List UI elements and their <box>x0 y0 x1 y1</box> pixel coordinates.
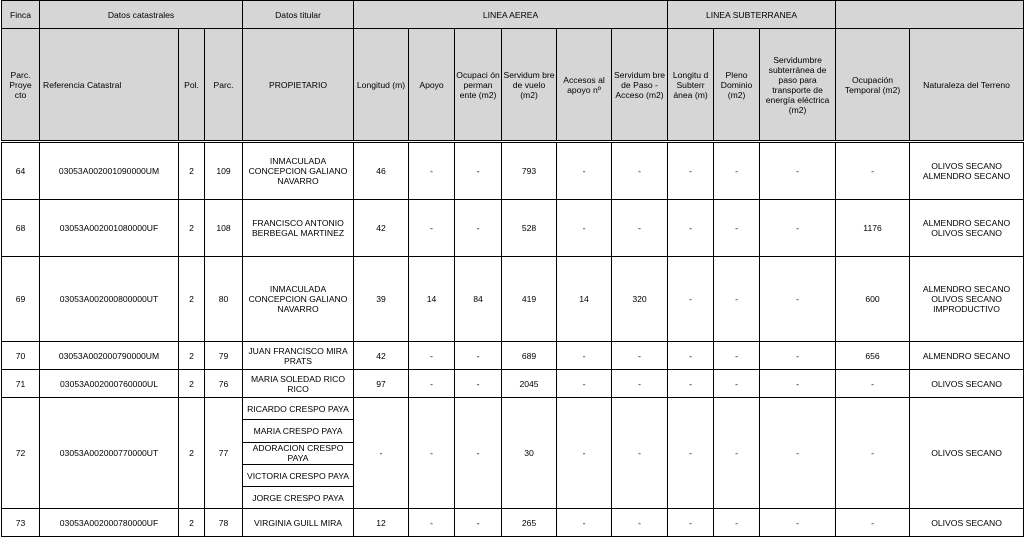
cell-apoyo: - <box>409 509 455 537</box>
cell-servidumbre-subterranea: - <box>760 342 836 370</box>
cell-longitud: 12 <box>354 509 409 537</box>
cell-naturaleza: OLIVOS SECANO <box>910 370 1024 398</box>
cell-referencia: 03053A002000780000UF <box>40 509 179 537</box>
cell-propietario: FRANCISCO ANTONIO BERBEGAL MARTINEZ <box>243 200 354 257</box>
cell-parc: 109 <box>205 143 243 200</box>
owner-name: MARIA CRESPO PAYA <box>243 420 353 442</box>
cell-pleno-dominio: - <box>714 398 760 509</box>
col-longitud-subterranea: Longitu d Subterr ánea (m) <box>668 29 714 141</box>
cell-ocupacion-permanente: - <box>455 342 502 370</box>
col-accesos-apoyo: Accesos al apoyo nº <box>557 29 612 141</box>
col-naturaleza: Naturaleza del Terreno <box>910 29 1024 141</box>
cell-pleno-dominio: - <box>714 342 760 370</box>
cell-pleno-dominio: - <box>714 509 760 537</box>
cell-accesos-apoyo: - <box>557 370 612 398</box>
cell-pol: 2 <box>179 200 205 257</box>
cell-servidumbre-subterranea: - <box>760 257 836 342</box>
cell-longitud-subterranea: - <box>668 509 714 537</box>
owner-name: JORGE CRESPO PAYA <box>252 492 344 503</box>
cell-apoyo: - <box>409 342 455 370</box>
cell-finca: 70 <box>2 342 40 370</box>
col-propietario: PROPIETARIO <box>243 29 354 141</box>
header-linea-subterranea: LINEA SUBTERRANEA <box>668 1 836 29</box>
cell-naturaleza: ALMENDRO SECANO <box>910 342 1024 370</box>
cell-pol: 2 <box>179 342 205 370</box>
cell-longitud: 97 <box>354 370 409 398</box>
col-referencia: Referencia Catastral <box>40 29 179 141</box>
cell-ocupacion-permanente: - <box>455 370 502 398</box>
table-row <box>2 257 1024 342</box>
cell-ocupacion-temporal: - <box>836 143 910 200</box>
cell-parc: 76 <box>205 370 243 398</box>
cell-longitud: 42 <box>354 200 409 257</box>
cell-pol: 2 <box>179 370 205 398</box>
cell-pol: 2 <box>179 398 205 509</box>
cell-ocupacion-temporal: 600 <box>836 257 910 342</box>
cell-referencia: 03053A002000790000UM <box>40 342 179 370</box>
cell-longitud-subterranea: - <box>668 342 714 370</box>
cell-ocupacion-temporal: - <box>836 509 910 537</box>
cell-parc: 108 <box>205 200 243 257</box>
cell-accesos-apoyo: 14 <box>557 257 612 342</box>
cell-pol: 2 <box>179 509 205 537</box>
cell-accesos-apoyo: - <box>557 342 612 370</box>
cell-longitud-subterranea: - <box>668 398 714 509</box>
col-ocupacion-permanente: Ocupaci ón perman ente (m2) <box>455 29 502 141</box>
cell-referencia: 03053A002000760000UL <box>40 370 179 398</box>
column-header-row <box>2 29 1024 141</box>
cell-longitud-subterranea: - <box>668 257 714 342</box>
cell-referencia: 03053A002001090000UM <box>40 143 179 200</box>
header-blank <box>836 1 1024 29</box>
cell-servidumbre-vuelo: 2045 <box>502 370 557 398</box>
cell-ocupacion-permanente: - <box>455 200 502 257</box>
cell-propietario: MARIA SOLEDAD RICO RICO <box>243 370 354 398</box>
table-row <box>2 398 1024 509</box>
col-apoyo: Apoyo <box>409 29 455 141</box>
cell-naturaleza: OLIVOS SECANO ALMENDRO SECANO <box>910 143 1024 200</box>
cell-ocupacion-permanente: - <box>455 509 502 537</box>
cell-pleno-dominio: - <box>714 200 760 257</box>
header-datos-titular: Datos titular <box>243 1 354 29</box>
owner-name: VICTORIA CRESPO PAYA <box>243 465 353 487</box>
cell-servidumbre-vuelo: 689 <box>502 342 557 370</box>
cell-longitud: - <box>354 398 409 509</box>
cell-ocupacion-temporal: 1176 <box>836 200 910 257</box>
cell-finca: 69 <box>2 257 40 342</box>
cell-servidumbre-paso: - <box>612 398 668 509</box>
cell-pol: 2 <box>179 143 205 200</box>
cell-propietario: JUAN FRANCISCO MIRA PRATS <box>243 342 354 370</box>
cell-naturaleza: ALMENDRO SECANO OLIVOS SECANO IMPRODUCTIVO <box>910 257 1024 342</box>
cell-accesos-apoyo: - <box>557 143 612 200</box>
col-longitud: Longitud (m) <box>354 29 409 141</box>
cell-servidumbre-vuelo: 528 <box>502 200 557 257</box>
cell-finca: 71 <box>2 370 40 398</box>
cell-accesos-apoyo: - <box>557 509 612 537</box>
cell-apoyo: - <box>409 143 455 200</box>
cell-servidumbre-paso: 320 <box>612 257 668 342</box>
cell-servidumbre-paso: - <box>612 342 668 370</box>
col-pol: Pol. <box>179 29 205 141</box>
cell-ocupacion-permanente: - <box>455 398 502 509</box>
cell-parc: 78 <box>205 509 243 537</box>
owner-name: RICARDO CRESPO PAYA <box>243 398 353 420</box>
header-finca: Finca <box>2 1 40 29</box>
cell-servidumbre-paso: - <box>612 200 668 257</box>
table-row <box>2 143 1024 200</box>
cell-servidumbre-vuelo: 265 <box>502 509 557 537</box>
cell-propietario: INMACULADA CONCEPCION GALIANO NAVARRO <box>243 143 354 200</box>
cell-longitud: 39 <box>354 257 409 342</box>
cell-propietario: INMACULADA CONCEPCION GALIANO NAVARRO <box>243 257 354 342</box>
cell-servidumbre-subterranea: - <box>760 509 836 537</box>
cell-referencia: 03053A002001080000UF <box>40 200 179 257</box>
cell-naturaleza: OLIVOS SECANO <box>910 398 1024 509</box>
cell-apoyo: - <box>409 398 455 509</box>
cell-servidumbre-vuelo: 30 <box>502 398 557 509</box>
cell-ocupacion-temporal: - <box>836 370 910 398</box>
cell-longitud: 46 <box>354 143 409 200</box>
table-row <box>2 342 1024 370</box>
cell-servidumbre-vuelo: 793 <box>502 143 557 200</box>
cell-referencia: 03053A002000770000UT <box>40 398 179 509</box>
cell-accesos-apoyo: - <box>557 200 612 257</box>
cell-servidumbre-paso: - <box>612 509 668 537</box>
cell-ocupacion-permanente: 84 <box>455 257 502 342</box>
cell-servidumbre-vuelo: 419 <box>502 257 557 342</box>
cell-pleno-dominio: - <box>714 143 760 200</box>
cell-finca: 72 <box>2 398 40 509</box>
table-row <box>2 200 1024 257</box>
header-linea-aerea: LINEA AEREA <box>354 1 668 29</box>
owner-name: ADORACION CRESPO PAYA <box>243 443 353 465</box>
cell-longitud: 42 <box>354 342 409 370</box>
cell-apoyo: - <box>409 370 455 398</box>
cell-longitud-subterranea: - <box>668 200 714 257</box>
cell-servidumbre-subterranea: - <box>760 200 836 257</box>
cell-longitud-subterranea: - <box>668 143 714 200</box>
cell-servidumbre-subterranea: - <box>760 370 836 398</box>
col-parc-proyecto: Parc. Proye cto <box>2 29 40 141</box>
cell-finca: 73 <box>2 509 40 537</box>
header-datos-catastrales: Datos catastrales <box>40 1 243 29</box>
col-parc: Parc. <box>205 29 243 141</box>
cell-referencia: 03053A002000800000UT <box>40 257 179 342</box>
cell-propietario: VIRGINIA GUILL MIRA <box>243 509 354 537</box>
cell-accesos-apoyo: - <box>557 398 612 509</box>
cell-longitud-subterranea: - <box>668 370 714 398</box>
cell-ocupacion-temporal: - <box>836 398 910 509</box>
cell-servidumbre-subterranea: - <box>760 398 836 509</box>
cell-naturaleza: OLIVOS SECANO <box>910 509 1024 537</box>
table-row <box>2 509 1024 537</box>
col-servidumbre-paso: Servidum bre de Paso - Acceso (m2) <box>612 29 668 141</box>
cell-pleno-dominio: - <box>714 370 760 398</box>
cell-apoyo: 14 <box>409 257 455 342</box>
parcel-table <box>1 0 1024 537</box>
cell-parc: 77 <box>205 398 243 509</box>
cell-finca: 64 <box>2 143 40 200</box>
col-servidumbre-vuelo: Servidum bre de vuelo (m2) <box>502 29 557 141</box>
table-row <box>2 370 1024 398</box>
cell-pol: 2 <box>179 257 205 342</box>
cell-servidumbre-paso: - <box>612 370 668 398</box>
cell-naturaleza: ALMENDRO SECANO OLIVOS SECANO <box>910 200 1024 257</box>
col-servidumbre-subterranea: Servidumbre subterránea de paso para transporte de energía eléctrica (m2) <box>760 29 836 141</box>
cell-pleno-dominio: - <box>714 257 760 342</box>
cell-parc: 79 <box>205 342 243 370</box>
cell-ocupacion-temporal: 656 <box>836 342 910 370</box>
cell-parc: 80 <box>205 257 243 342</box>
cell-propietario <box>243 398 354 509</box>
cell-apoyo: - <box>409 200 455 257</box>
col-pleno-dominio: Pleno Dominio (m2) <box>714 29 760 141</box>
group-header-row <box>2 1 1024 29</box>
cell-ocupacion-permanente: - <box>455 143 502 200</box>
col-ocupacion-temporal: Ocupación Temporal (m2) <box>836 29 910 141</box>
cell-finca: 68 <box>2 200 40 257</box>
cell-servidumbre-paso: - <box>612 143 668 200</box>
cell-servidumbre-subterranea: - <box>760 143 836 200</box>
